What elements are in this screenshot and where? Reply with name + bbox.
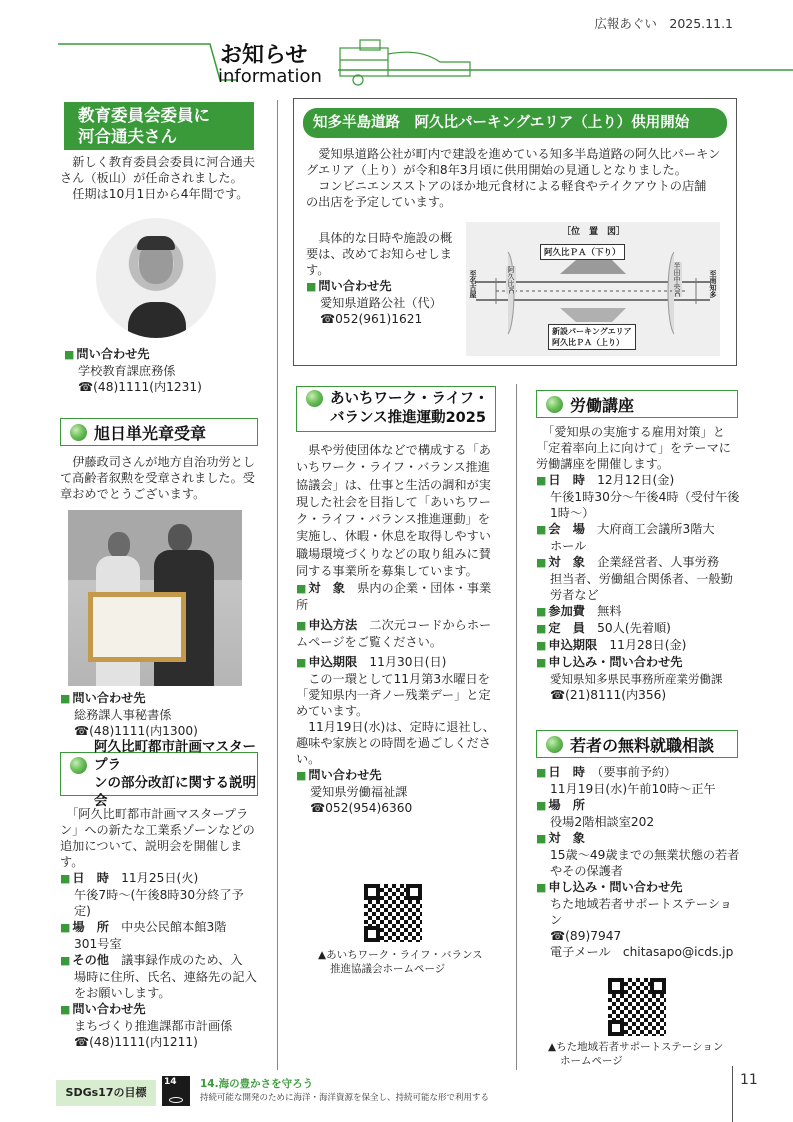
worklife-para2: この一環として11月第3水曜日を「愛知県内一斉ノー残業デー」と定めています。 [296, 672, 491, 719]
labor-place-value: 大府商工会議所3階大 [597, 522, 715, 536]
worklife-deadline-value: 11月30日(日) [369, 655, 447, 670]
youth-contact-tel: ☎(89)7947 [550, 929, 622, 943]
labor-target-value: 企業経営者、人事労務 [597, 555, 720, 569]
labor-place-detail: ホール [550, 539, 587, 553]
labor-title [536, 390, 738, 418]
masterplan-other-label: その他 [72, 953, 109, 967]
youth-date-detail: 11月19日(水)午前10時～正午 [550, 782, 716, 796]
worklife-para1: 県や労使団体などで構成する「あいちワーク・ライフ・バランス推進協議会」は、仕事と生活の調和が実現した社会を目指して「あいちワーク・ライフ・バランス推進運動」を実施し、休暇・休息を取得しやすい職場環境づくりなどの取り組みに賛同する事業所を募集しています。 [296, 443, 491, 579]
masterplan-title-line2: ンの部分改訂に関する説明会 [94, 775, 256, 809]
sdgs-label: SDGs17の目標 [56, 1080, 156, 1106]
board-contact: ■ 問い合わせ先 学校教育課庶務係 ☎(48)1111(内1231) [64, 346, 264, 395]
parking-para2a: コンビニエンスストアのほか地元食材による軽食やテイクアウトの店舗 [318, 179, 707, 193]
masterplan-other-detail: 場時に住所、氏名、連絡先の記入をお願いします。 [74, 970, 257, 1000]
board-title-line1: 教育委員会委員に [78, 106, 210, 125]
youth-target-label: 対 象 [548, 831, 585, 845]
board-photo [96, 218, 216, 338]
masterplan-date-label: 日 時 [72, 871, 109, 885]
parking-body [306, 146, 730, 210]
sdgs-goal-title: 14.海の豊かさを守ろう [200, 1078, 314, 1090]
board-body [60, 154, 258, 202]
column-divider [516, 384, 517, 1070]
masterplan-place-label: 場 所 [72, 920, 109, 934]
worklife-qr-caption [318, 948, 508, 976]
parking-title: 知多半島道路 阿久比パーキングエリア（上り）供用開始 [303, 108, 727, 138]
board-contact-label: 問い合わせ先 [76, 347, 150, 361]
green-dot-icon [70, 757, 87, 774]
masterplan-date-detail: 午後7時～(午後8時30分終了予定) [74, 888, 244, 918]
youth-place-label: 場 所 [548, 798, 585, 812]
labor-fee-value: 無料 [597, 604, 622, 618]
labor-cap-label: 定 員 [548, 621, 585, 635]
map-left-label: 至名古屋 [469, 270, 477, 298]
youth-qr-caption [548, 1040, 748, 1068]
parking-para1: 愛知県道路公社が町内で建設を進めている知多半島道路の阿久比パーキングエリア（上り）が令和8年3月頃に供用開始の見通しとなりました。 [306, 147, 721, 177]
page-number: 11 [740, 1072, 758, 1088]
medal-photo [68, 510, 242, 686]
board-para1: 新しく教育委員会委員に河合通夫さん（板山）が任命されました。 [60, 155, 255, 185]
medal-contact-dept: 総務課人事秘書係 [74, 708, 172, 722]
header-decoration [0, 30, 793, 100]
worklife-title [296, 386, 496, 432]
youth-contact-email[interactable]: 電子メール chitasapo@icds.jp [550, 945, 734, 959]
green-dot-icon [306, 390, 323, 407]
medal-title-text: 旭日単光章受章 [94, 423, 207, 443]
masterplan-other-value: 議事録作成のため、入 [121, 953, 243, 967]
medal-contact: ■ 問い合わせ先 総務課人事秘書係 ☎(48)1111(内1300) [60, 690, 260, 739]
sdgs-goal-icon [162, 1076, 190, 1106]
location-map [466, 222, 720, 356]
labor-contact-dept: 愛知県知多県民事務所産業労働課 [550, 672, 723, 686]
masterplan-contact-tel: ☎(48)1111(内1211) [74, 1035, 198, 1049]
worklife-title-line1: あいちワーク・ライフ・ [330, 391, 489, 407]
parking-body2: 具体的な日時や施設の概要は、改めてお知らせします。 ■ 問い合わせ先 愛知県道路公社（代） ☎052(961)1621 [306, 230, 458, 327]
worklife-qr-code[interactable] [364, 884, 422, 942]
labor-date-label: 日 時 [548, 473, 585, 487]
labor-title-text: 労働講座 [570, 395, 635, 415]
youth-date-label: 日 時 [548, 765, 585, 779]
masterplan-place-detail: 301号室 [74, 937, 122, 951]
youth-qr-code[interactable] [608, 978, 666, 1036]
worklife-method-value: 二次元コードからホームページをご覧ください。 [296, 618, 492, 650]
labor-target-detail: 担当者、労働組合関係者、一般勤労者など [550, 572, 733, 602]
worklife-para3: 11月19日(水)は、定時に退社し、趣味や家族との時間を過ごしください。 [296, 720, 495, 767]
map-pa-up-line2: 阿久比ＰＡ（上り） [552, 338, 624, 347]
medal-body: 伊藤政司さんが地方自治功労として高齢者叙勲を受章されました。受章おめでとうございます。 [60, 455, 255, 501]
page-number-rule [732, 1066, 733, 1122]
masterplan-title [60, 739, 258, 809]
labor-contact-label: 申し込み・問い合わせ先 [548, 655, 683, 669]
labor-date-detail: 午後1時30分～午後4時（受付午後1時～） [550, 490, 740, 520]
worklife-method-label: 申込方法 [308, 618, 358, 633]
youth-body: ■ 日 時 （要事前予約） 11月19日(水)午前10時～正午 ■ 場 所 役場2階相談室202 ■ 対 象 15歳～49歳までの無業状態の若者やその保護者 ■ 申し込み・問い合わせ先 ちた地域若者サポートステーション ☎(89)7947 電子メール chitasapo@icds.jp [536, 765, 740, 959]
map-pa-down: 阿久比ＰＡ（下り） [540, 244, 625, 260]
worklife-contact-dept: 愛知県労働福祉課 [310, 785, 408, 800]
sdgs-goal-number: 14 [164, 1077, 177, 1087]
worklife-contact-tel: ☎052(954)6360 [310, 801, 413, 816]
youth-date-note: （要事前予約） [597, 765, 677, 779]
masterplan-date-value: 11月25日(火) [121, 871, 199, 885]
labor-date-value: 12月12日(金) [597, 473, 675, 487]
youth-contact-org: ちた地域若者サポートステーション [550, 897, 732, 927]
labor-target-label: 対 象 [548, 555, 585, 569]
parking-para2b: の出店を予定しています。 [306, 195, 452, 209]
column-divider [277, 100, 278, 1070]
masterplan-place-value: 中央公民館本館3階 [121, 920, 227, 934]
labor-place-label: 会 場 [548, 522, 585, 536]
masterplan-contact-dept: まちづくり推進課都市計画係 [74, 1019, 233, 1033]
map-pa-up [548, 324, 636, 350]
worklife-qr-caption-line1: ▲あいちワーク・ライフ・バランス [318, 949, 483, 961]
labor-deadline-label: 申込期限 [548, 638, 598, 652]
section-title-en: information [218, 66, 322, 87]
worklife-title-line2: バランス推進運動2025 [330, 410, 486, 426]
map-pa-up-line1: 新設パーキングエリア [552, 327, 632, 336]
labor-cap-value: 50人(先着順) [597, 621, 671, 635]
worklife-body: 県や労使団体などで構成する「あいちワーク・ライフ・バランス推進協議会」は、仕事と生活の調和が実現した社会を目指して「あいちワーク・ライフ・バランス推進運動」を実施し、休暇・休息を取得しやすい職場環境づくりなどの取り組みに賛同する事業所を募集しています。 ■ 対 象 県内の企業・団体・事業所 ■ 申込方法 二次元コードからホームページをご覧ください。 ■ 申込期限 11月30日(日) この一環として11月第3水曜日を「愛知県内一斉ノー残業デー」と定めています。 11月19日(水)は、定時に退社し、趣味や家族との時間を過ごしください。 ■ 問い合わせ先 愛知県労働福祉課 ☎052(954)6360 [296, 442, 502, 816]
masterplan-para: 「阿久比町都市計画マスタープラン」への新たな工業系ゾーンなどの追加について、説明会を開催します。 [60, 807, 255, 869]
section-title-jp: お知らせ [220, 43, 308, 68]
medal-contact-tel: ☎(48)1111(内1300) [74, 724, 198, 738]
board-contact-tel: ☎(48)1111(内1231) [78, 380, 202, 394]
map-title: ［位 置 図］ [562, 227, 626, 237]
worklife-target-label: 対 象 [308, 581, 345, 596]
map-ic-left: 阿久比IC [507, 266, 515, 294]
masterplan-body: 「阿久比町都市計画マスタープラン」への新たな工業系ゾーンなどの追加について、説明会を開催します。 ■ 日 時 11月25日(火) 午後7時～(午後8時30分終了予定) ■ 場 所 中央公民館本館3階 301号室 ■ その他 議事録作成のため、入 場時に住所、氏名、連絡先の記入をお願いします。 ■ 問い合わせ先 まちづくり推進課都市計画係 ☎(48)1111(内1211) [60, 806, 260, 1050]
labor-fee-label: 参加費 [548, 604, 585, 618]
youth-contact-label: 申し込み・問い合わせ先 [548, 880, 683, 894]
board-title [64, 102, 254, 150]
labor-body: 「愛知県の実施する雇用対策」と「定着率向上に向けて」をテーマに労働講座を開催します。 ■ 日 時 12月12日(金) 午後1時30分～午後4時（受付午後1時～） ■ 会 場 大府商工会議所3階大 ホール ■ 対 象 企業経営者、人事労務 担当者、労働組合関係者、一般勤労者など ■ 参加費 無料 ■ 定 員 50人(先着順) ■ 申込期限 11月28日(金) ■ 申し込み・問い合わせ先 愛知県知多県民事務所産業労働課 ☎(21)8111(内356) [536, 425, 740, 702]
masterplan-contact-label: 問い合わせ先 [72, 1002, 146, 1016]
parking-para3: 具体的な日時や施設の概要は、改めてお知らせします。 [306, 231, 453, 277]
worklife-qr-caption-line2: 推進協議会ホームページ [330, 963, 446, 975]
board-contact-dept: 学校教育課庶務係 [78, 364, 176, 378]
medal-contact-label: 問い合わせ先 [72, 691, 146, 705]
parking-contact-label: 問い合わせ先 [318, 279, 392, 293]
masterplan-title-line1: 阿久比町都市計画マスタープラ [94, 739, 256, 773]
map-right-label: 至南知多 [709, 270, 717, 298]
worklife-target-value: 県内の企業・団体・事業所 [296, 581, 492, 613]
green-dot-icon [546, 736, 563, 753]
youth-title [536, 730, 738, 758]
board-para2: 任期は10月1日から4年間です。 [72, 187, 249, 201]
parking-contact-dept: 愛知県道路公社（代） [320, 296, 442, 310]
worklife-contact-label: 問い合わせ先 [308, 768, 382, 783]
medal-title [60, 418, 258, 446]
youth-place-detail: 役場2階相談室202 [550, 815, 655, 829]
worklife-deadline-label: 申込期限 [308, 655, 358, 670]
board-title-line2: 河合通夫さん [78, 127, 177, 146]
labor-contact-tel: ☎(21)8111(内356) [550, 688, 667, 702]
youth-qr-caption-line1: ▲ちた地域若者サポートステーション [548, 1041, 724, 1053]
labor-deadline-value: 11月28日(金) [609, 638, 687, 652]
publication-info: 広報あぐい 2025.11.1 [594, 16, 733, 31]
youth-qr-caption-line2: ホームページ [560, 1055, 623, 1067]
youth-target-detail: 15歳～49歳までの無業状態の若者やその保護者 [550, 848, 740, 878]
sdgs-goal-desc: 持続可能な開発のために海洋・海洋資源を保全し、持続可能な形で利用する [200, 1093, 490, 1103]
green-dot-icon [546, 396, 563, 413]
map-ic-right: 半田中央IC [673, 262, 681, 297]
labor-para: 「愛知県の実施する雇用対策」と「定着率向上に向けて」をテーマに労働講座を開催します。 [536, 425, 731, 471]
green-dot-icon [70, 424, 87, 441]
parking-contact-tel: ☎052(961)1621 [320, 312, 423, 326]
youth-title-text: 若者の無料就職相談 [570, 735, 715, 755]
